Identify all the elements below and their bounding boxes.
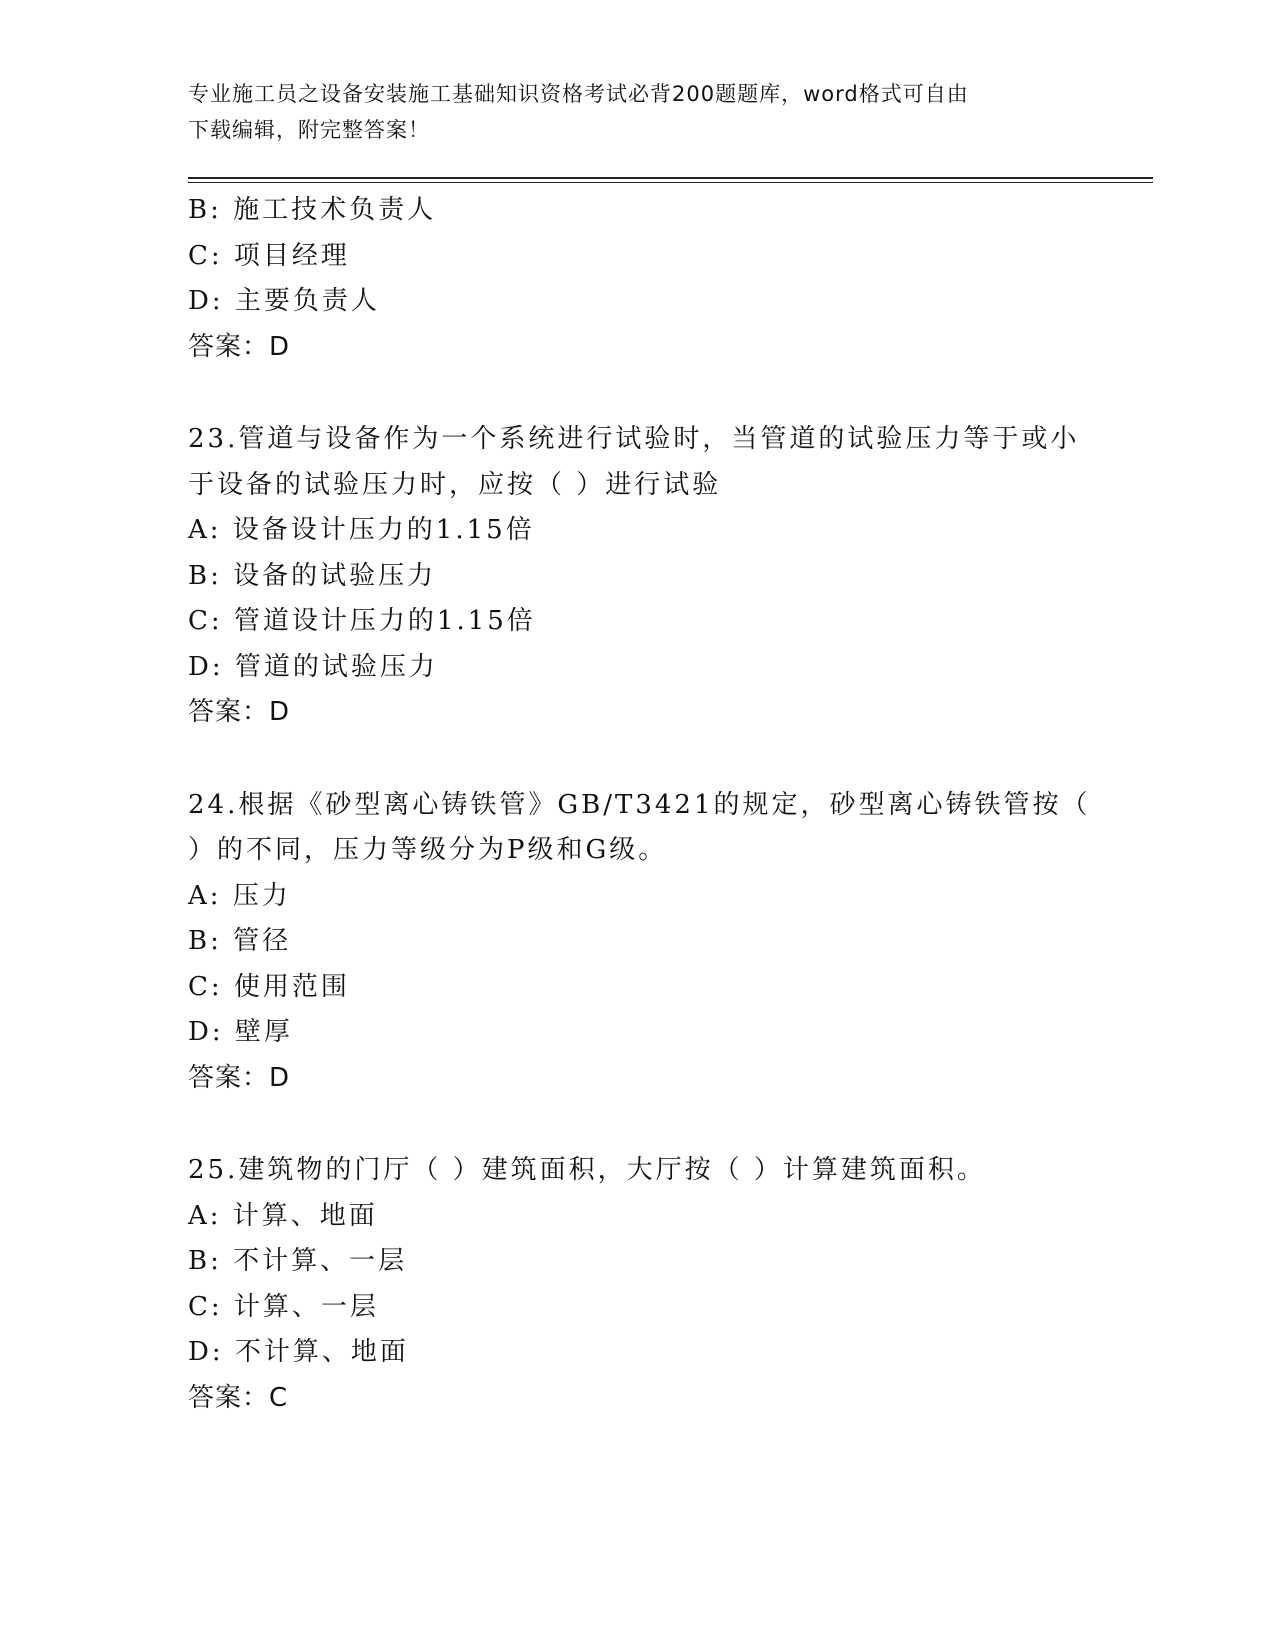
answer-line: 答案：C <box>188 1382 289 1413</box>
option-b: B: 设备的试验压力 <box>188 560 437 591</box>
option-a: A: 压力 <box>188 880 291 911</box>
header-line-1: 专业施工员之设备安装施工基础知识资格考试必背200题题库，word格式可自由 <box>188 82 969 106</box>
question-stem-line: 23.管道与设备作为一个系统进行试验时，当管道的试验压力等于或小 <box>188 424 1080 454</box>
spacer <box>188 736 1088 783</box>
question-22-continuation <box>188 188 1088 370</box>
question-24 <box>188 783 1091 1102</box>
option-c: C: 计算、一层 <box>188 1291 379 1322</box>
option-a: A: 设备设计压力的1.15倍 <box>188 515 535 545</box>
option-d: D: 管道的试验压力 <box>188 651 438 682</box>
document-body <box>188 188 1091 1421</box>
answer-line: 答案：D <box>188 1062 291 1093</box>
spacer <box>188 1101 1088 1148</box>
option-c: C: 管道设计压力的1.15倍 <box>188 606 536 636</box>
option-c: C: 项目经理 <box>188 240 350 271</box>
document-header <box>188 76 1078 148</box>
question-stem-line: 于设备的试验压力时，应按（ ）进行试验 <box>188 469 722 500</box>
option-d: D: 不计算、地面 <box>188 1337 409 1367</box>
answer-line: 答案：D <box>188 697 291 727</box>
option-d: D: 主要负责人 <box>188 286 380 316</box>
header-divider-thin <box>188 182 1153 183</box>
spacer <box>188 370 1088 417</box>
question-25 <box>188 1148 1088 1421</box>
question-23 <box>188 417 1088 736</box>
option-b: B: 不计算、一层 <box>188 1246 408 1276</box>
question-stem-line: 25.建筑物的门厅（ ）建筑面积，大厅按（ ）计算建筑面积。 <box>188 1155 986 1185</box>
header-line-2: 下载编辑，附完整答案！ <box>188 118 430 142</box>
option-a: A: 计算、地面 <box>188 1200 378 1231</box>
question-stem-line: 24.根据《砂型离心铸铁管》GB/T3421的规定，砂型离心铸铁管按（ <box>188 789 1091 820</box>
answer-line: 答案：D <box>188 331 291 362</box>
question-stem-line: ）的不同，压力等级分为P级和G级。 <box>188 835 668 865</box>
option-c: C: 使用范围 <box>188 971 350 1002</box>
option-b: B: 管径 <box>188 926 292 956</box>
option-b: B: 施工技术负责人 <box>188 195 437 225</box>
header-divider-thick <box>188 177 1153 179</box>
option-d: D: 壁厚 <box>188 1017 293 1047</box>
